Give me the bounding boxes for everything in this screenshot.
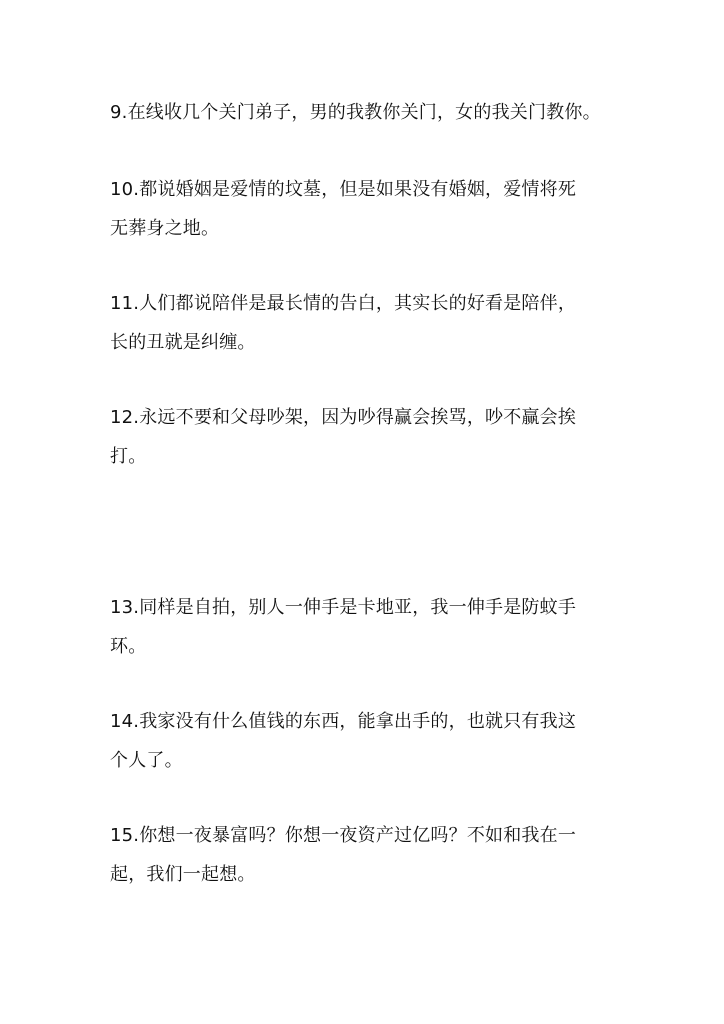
paragraph-13-line-2: 环。 xyxy=(110,636,147,657)
paragraph-11-line-1: 11.人们都说陪伴是最长情的告白，其实长的好看是陪伴， xyxy=(110,293,577,314)
paragraph-14-line-1: 14.我家没有什么值钱的东西，能拿出手的，也就只有我这 xyxy=(110,711,577,732)
paragraph-14-line-2: 个人了。 xyxy=(110,750,183,771)
paragraph-10-line-2: 无葬身之地。 xyxy=(110,218,220,239)
paragraph-11-line-2: 长的丑就是纠缠。 xyxy=(110,332,256,353)
paragraph-12-line-1: 12.永远不要和父母吵架，因为吵得赢会挨骂，吵不赢会挨 xyxy=(110,407,577,428)
paragraph-15-line-2: 起，我们一起想。 xyxy=(110,864,256,885)
paragraph-15-line-1: 15.你想一夜暴富吗？你想一夜资产过亿吗？不如和我在一 xyxy=(110,825,577,846)
paragraph-9-line-1: 9.在线收几个关门弟子，男的我教你关门，女的我关门教你。 xyxy=(110,102,601,123)
paragraph-10-line-1: 10.都说婚姻是爱情的坟墓，但是如果没有婚姻，爱情将死 xyxy=(110,179,577,200)
paragraph-12-line-2: 打。 xyxy=(110,446,147,467)
paragraph-13-line-1: 13.同样是自拍，别人一伸手是卡地亚，我一伸手是防蚊手 xyxy=(110,597,577,618)
